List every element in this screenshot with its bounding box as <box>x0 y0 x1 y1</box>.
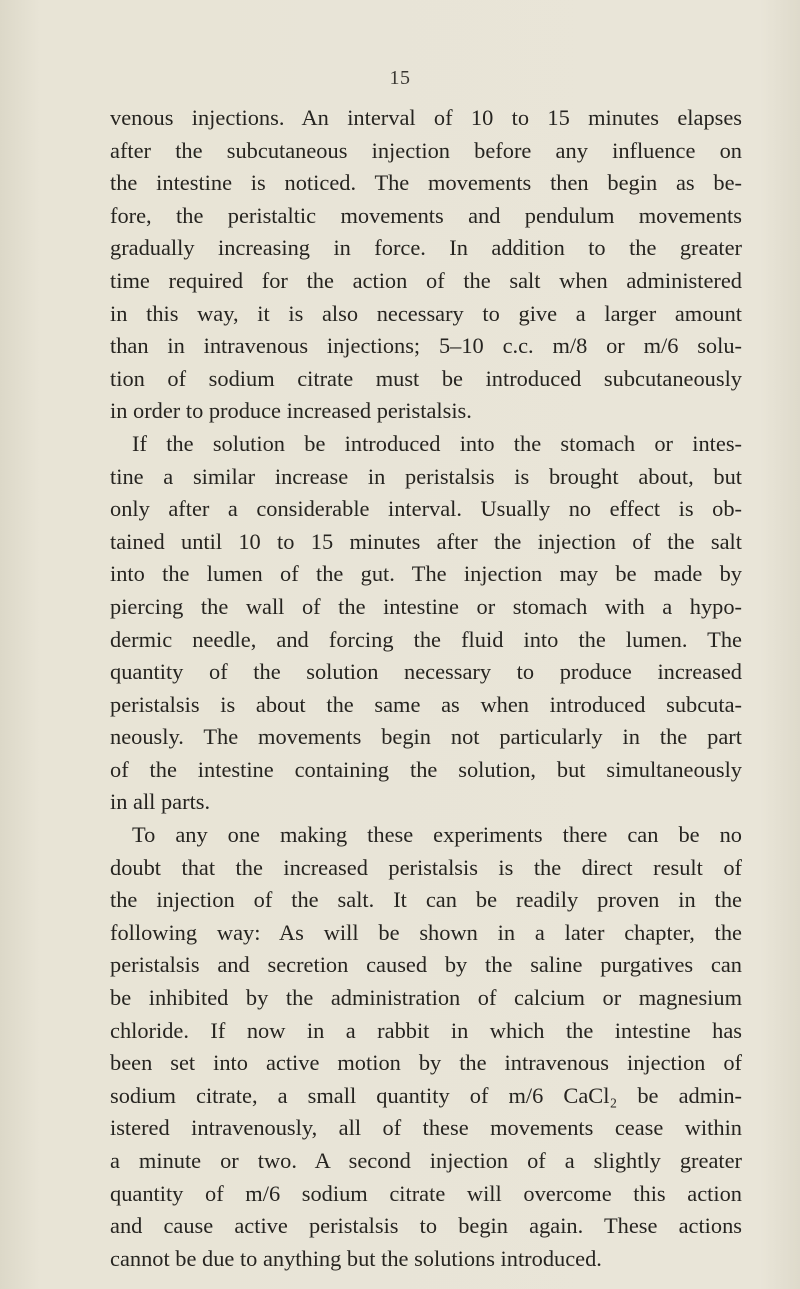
page-number: 15 <box>389 67 411 89</box>
text-line: the intestine is noticed. The movements then begin as be- <box>110 170 742 196</box>
body-text <box>110 102 742 1275</box>
text-line: doubt that the increased peristalsis is the direct result of <box>110 854 742 880</box>
text-line: the injection of the salt. It can be readily proven in the <box>110 887 742 913</box>
text-line: and cause active peristalsis to begin again. These actions <box>110 1213 742 1239</box>
text-line: in this way, it is also necessary to give a larger amount <box>110 300 742 326</box>
text-line: venous injections. An interval of 10 to 15 minutes elapses <box>110 105 742 130</box>
text-line: istered intravenously, all of these movements cease within <box>110 1115 742 1141</box>
text-line: To any one making these experiments there can be no <box>132 822 742 848</box>
text-line: gradually increasing in force. In addition to the greater <box>110 235 742 261</box>
text-line: of the intestine containing the solution, but simultaneously <box>110 756 742 782</box>
text-line: sodium citrate, a small quantity of m/6 CaCl₂ be admin- <box>110 1082 742 1108</box>
text-line: than in intravenous injections; 5–10 c.c. m/8 or m/6 solu- <box>110 333 742 359</box>
text-line: only after a considerable interval. Usually no effect is ob- <box>110 496 742 522</box>
text-line: chloride. If now in a rabbit in which the intestine has <box>110 1017 742 1043</box>
text-line: If the solution be introduced into the stomach or intes- <box>132 430 742 456</box>
paragraph <box>110 428 742 819</box>
text-line: be inhibited by the administration of calcium or magnesium <box>110 985 742 1011</box>
text-line: following way: As will be shown in a later chapter, the <box>110 919 742 945</box>
text-line: after the subcutaneous injection before any influence on <box>110 137 742 163</box>
text-line: neously. The movements begin not particularly in the part <box>110 724 742 750</box>
paragraph <box>110 819 742 1275</box>
text-line: tained until 10 to 15 minutes after the injection of the salt <box>110 528 742 554</box>
text-line: fore, the peristaltic movements and pendulum movements <box>110 202 742 228</box>
text-line: tine a similar increase in peristalsis is brought about, but <box>110 463 742 489</box>
text-line: piercing the wall of the intestine or stomach with a hypo- <box>110 593 742 619</box>
text-line: quantity of m/6 sodium citrate will overcome this action <box>110 1180 742 1206</box>
text-line: been set into active motion by the intravenous injection of <box>110 1050 742 1076</box>
text-line: into the lumen of the gut. The injection may be made by <box>110 561 742 587</box>
text-line: cannot be due to anything but the solutions introduced. <box>110 1245 602 1271</box>
text-line: in all parts. <box>110 789 211 815</box>
text-line: time required for the action of the salt when administered <box>110 267 742 293</box>
text-line: quantity of the solution necessary to produce increased <box>110 659 742 685</box>
text-line: tion of sodium citrate must be introduced subcutaneously <box>110 365 742 391</box>
paragraph <box>110 102 742 428</box>
text-line: peristalsis and secretion caused by the saline purgatives can <box>110 952 742 978</box>
text-line: peristalsis is about the same as when introduced subcuta- <box>110 691 742 717</box>
text-line: a minute or two. A second injection of a slightly greater <box>110 1148 742 1173</box>
text-line: in order to produce increased peristalsis. <box>110 398 472 424</box>
text-line: dermic needle, and forcing the fluid into the lumen. The <box>110 626 742 652</box>
